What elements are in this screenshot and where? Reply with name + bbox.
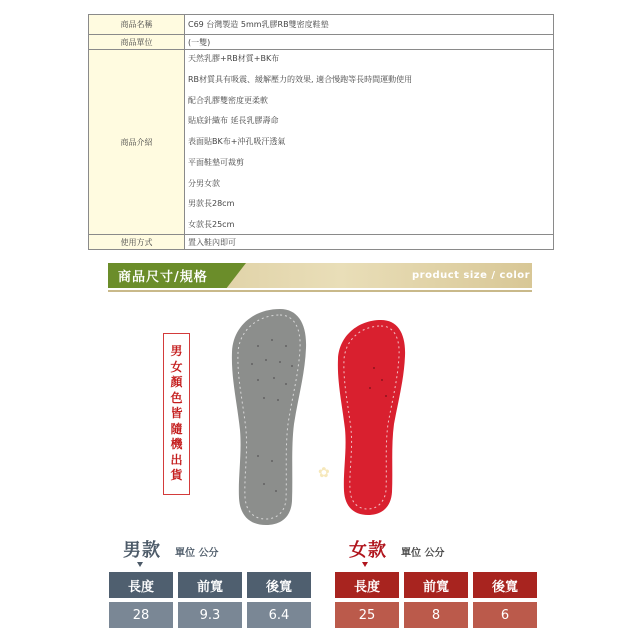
men-insole-image — [228, 306, 310, 528]
women-header-cell: 後寬 — [473, 572, 537, 598]
note-char: 貨 — [170, 468, 183, 483]
note-char: 男 — [170, 344, 183, 359]
men-header-cell: 前寬 — [178, 572, 242, 598]
women-value-cell: 6 — [473, 602, 537, 628]
spec-value: (一雙) — [185, 35, 554, 50]
women-value-cell: 25 — [335, 602, 399, 628]
spec-row-usage — [89, 235, 554, 250]
women-title: 女款 — [349, 540, 387, 561]
intro-line: 分男女款 — [188, 178, 220, 188]
men-size-heading — [123, 536, 218, 562]
spec-row-name — [89, 15, 554, 35]
note-char: 皆 — [170, 406, 183, 421]
women-header-cell: 前寬 — [404, 572, 468, 598]
spec-value: 置入鞋內即可 — [185, 235, 554, 250]
spec-label: 商品介紹 — [89, 50, 185, 235]
intro-line: 表面貼BK布+沖孔吸汗透氣 — [188, 137, 286, 146]
intro-line: 天然乳膠+RB材質+BK布 — [188, 54, 280, 63]
section-subtitle: product size / color — [412, 270, 531, 281]
intro-lines — [188, 52, 550, 232]
intro-line: 平面鞋墊可裁剪 — [188, 157, 244, 167]
intro-line: 男款長28cm — [188, 199, 235, 209]
women-size-table — [335, 572, 537, 628]
watermark-logo: ✿ — [318, 465, 330, 481]
men-title: 男款 — [123, 540, 161, 561]
intro-line: RB材質具有吸震、緩解壓力的效果, 適合慢跑等長時間運動使用 — [188, 74, 413, 84]
note-char: 出 — [170, 452, 183, 467]
women-value-cell: 8 — [404, 602, 468, 628]
spec-label: 商品單位 — [89, 35, 185, 50]
intro-line: 女款長25cm — [188, 220, 235, 229]
caret-down-icon — [362, 562, 368, 567]
note-char: 色 — [170, 390, 183, 405]
men-header-cell: 長度 — [109, 572, 173, 598]
spec-value: C69 台灣製造 5mm乳膠RB雙密度鞋墊 — [185, 15, 554, 35]
women-insole-image — [334, 318, 410, 518]
men-value-cell: 9.3 — [178, 602, 242, 628]
spec-label: 使用方式 — [89, 235, 185, 250]
section-title: 商品尺寸/規格 — [118, 270, 208, 285]
men-unit-label: 單位 公分 — [175, 548, 219, 559]
note-char: 機 — [170, 437, 183, 452]
spec-value-intro — [185, 50, 554, 235]
men-size-table — [109, 572, 311, 628]
note-char: 顏 — [170, 375, 183, 390]
women-size-heading — [349, 536, 444, 562]
intro-line: 配合乳膠雙密度更柔軟 — [188, 95, 268, 105]
random-color-note — [163, 333, 190, 495]
note-char: 女 — [170, 359, 183, 374]
women-header-cell: 長度 — [335, 572, 399, 598]
men-header-cell: 後寬 — [247, 572, 311, 598]
spec-row-unit — [89, 35, 554, 50]
intro-line: 貼底針織布 延長乳膠壽命 — [188, 116, 279, 126]
caret-down-icon — [137, 562, 143, 567]
women-unit-label: 單位 公分 — [401, 548, 445, 559]
spec-label: 商品名稱 — [89, 15, 185, 35]
spec-table — [88, 14, 554, 250]
section-divider — [108, 290, 532, 292]
spec-row-intro — [89, 50, 554, 235]
men-value-cell: 28 — [109, 602, 173, 628]
note-char: 隨 — [170, 421, 183, 436]
men-value-cell: 6.4 — [247, 602, 311, 628]
